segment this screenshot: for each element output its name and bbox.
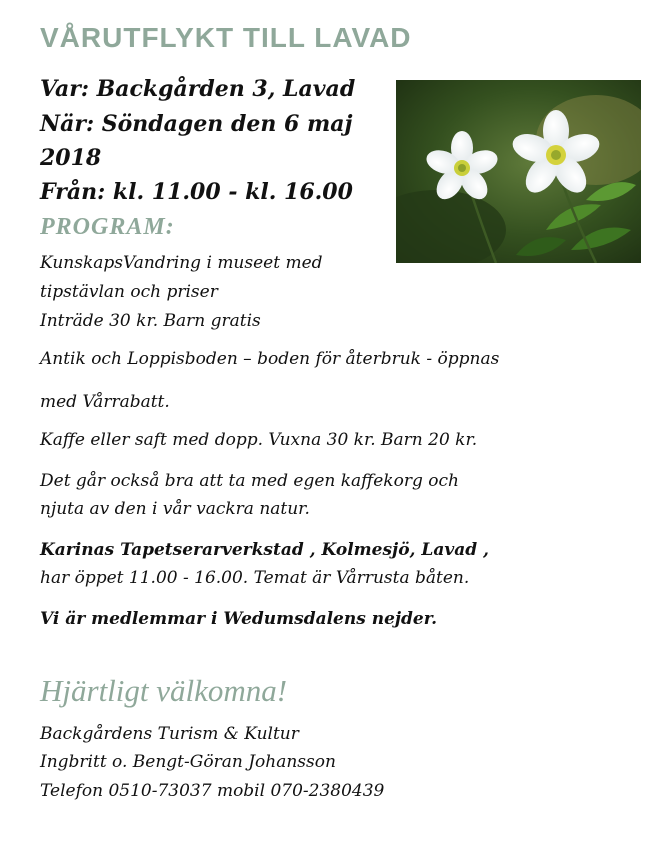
page-title: VÅRUTFLYKT TILL LAVAD xyxy=(40,22,412,53)
antik-line-2: med Vårrabatt. xyxy=(40,392,170,412)
time-text: Från: kl. 11.00 - kl. 16.00 xyxy=(40,179,353,205)
kaffe-line: Kaffe eller saft med dopp. Vuxna 30 kr. Barn 20 kr. xyxy=(40,430,478,450)
footer-org: Backgårdens Turism & Kultur xyxy=(40,724,299,744)
karinas-line-2: har öppet 11.00 - 16.00. Temat är Vårrusta båten. xyxy=(40,568,470,588)
program-line-3: Inträde 30 kr. Barn gratis xyxy=(40,311,261,331)
footer-names: Ingbritt o. Bengt-Göran Johansson xyxy=(40,752,336,772)
welcome-heading: Hjärtligt välkomna! xyxy=(40,673,288,708)
when-year-text: 2018 xyxy=(40,145,102,171)
membership-line: Vi är medlemmar i Wedumsdalens nejder. xyxy=(40,609,438,629)
program-line-2: tipstävlan och priser xyxy=(40,282,218,302)
program-line-1: KunskapsVandring i museet med xyxy=(40,253,323,273)
when-text: När: Söndagen den 6 maj xyxy=(40,111,353,137)
where-text: Var: Backgården 3, Lavad xyxy=(40,76,356,102)
antik-line-1: Antik och Loppisboden – boden för återbruk - öppnas xyxy=(40,349,500,369)
kaffekorg-line-1: Det går också bra att ta med egen kaffekorg och xyxy=(40,471,459,491)
footer-phone: Telefon 0510-73037 mobil 070-2380439 xyxy=(40,781,385,801)
anemone-flowers-photo xyxy=(396,80,641,263)
program-heading: PROGRAM: xyxy=(40,214,175,240)
kaffekorg-line-2: njuta av den i vår vackra natur. xyxy=(40,499,310,519)
karinas-line-1: Karinas Tapetserarverkstad , Kolmesjö, Lavad , xyxy=(40,540,489,560)
